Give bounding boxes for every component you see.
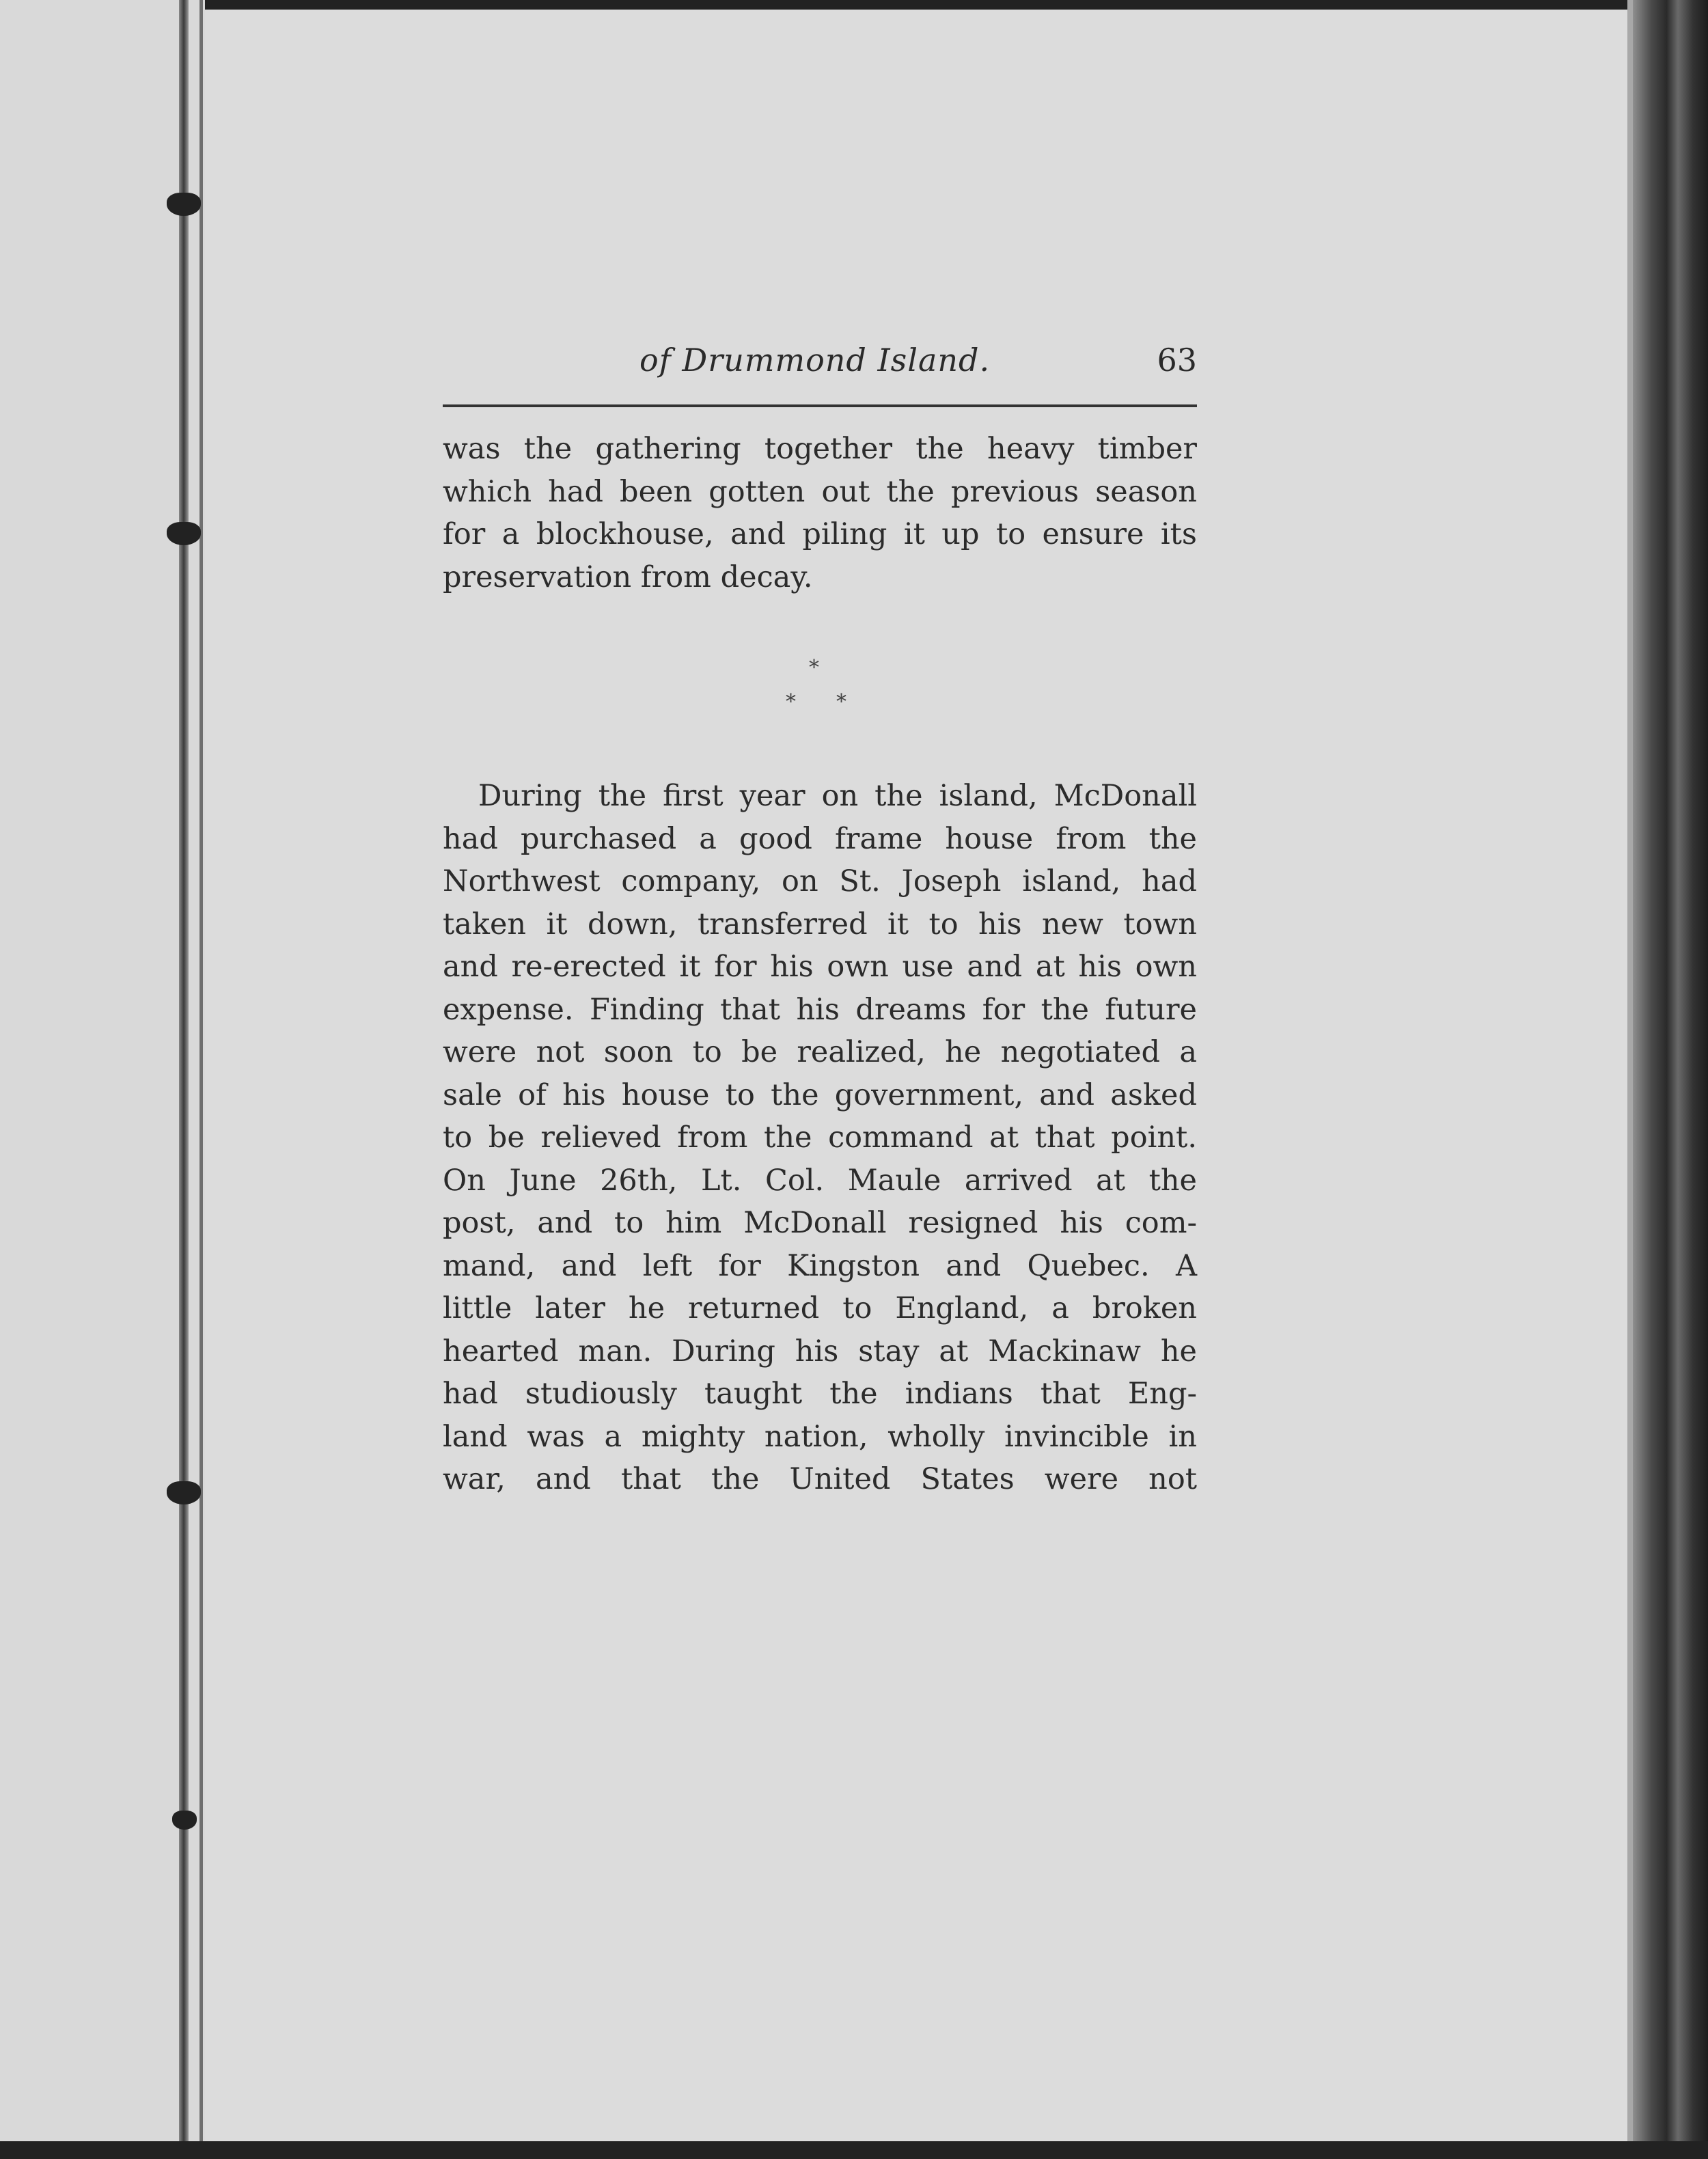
text-line: During the first year on the island, McDonall — [478, 779, 1197, 813]
text-line: hearted man. During his stay at Mackinaw he — [443, 1334, 1197, 1369]
section-separator — [752, 656, 888, 738]
text-line: expense. Finding that his dreams for the future — [443, 992, 1197, 1027]
running-title: of Drummond Island. — [639, 342, 991, 379]
separator-star: * — [809, 656, 819, 680]
text-line: sale of his house to the government, and asked — [443, 1077, 1197, 1112]
header-rule — [443, 404, 1197, 407]
text-line: little later he returned to England, a broken — [443, 1291, 1197, 1325]
binding-stitch — [167, 522, 201, 545]
paragraph-main — [443, 775, 1197, 1501]
text-line: mand, and left for Kingston and Quebec. A — [443, 1248, 1197, 1283]
book-right-edge — [1633, 0, 1708, 2159]
text-line: and re-erected it for his own use and at his own — [443, 950, 1197, 984]
scan-bottom-border — [0, 2141, 1708, 2159]
binding-stitch — [167, 193, 201, 216]
page-edge — [1627, 0, 1633, 2159]
text-line: was the gathering together the heavy timber — [443, 432, 1197, 466]
text-line: preservation from decay. — [443, 560, 813, 594]
page-number: 63 — [1157, 342, 1197, 379]
binding-edge — [199, 0, 203, 2145]
text-line: had studiously taught the indians that Eng- — [443, 1377, 1197, 1411]
text-line: for a blockhouse, and piling it up to ensure its — [443, 517, 1197, 551]
text-line: were not soon to be realized, he negotiated a — [443, 1035, 1197, 1069]
text-line: war, and that the United States were not — [443, 1462, 1197, 1496]
text-line: to be relieved from the command at that point. — [443, 1120, 1197, 1155]
scan-top-border — [0, 0, 1708, 10]
text-line: Northwest company, on St. Joseph island, had — [443, 864, 1197, 898]
separator-star: * — [836, 690, 846, 714]
text-line: had purchased a good frame house from the — [443, 821, 1197, 856]
binding-stitch — [172, 1811, 197, 1830]
binding-stitch — [167, 1481, 201, 1504]
binding-gutter — [0, 0, 205, 2159]
text-line: post, and to him McDonall resigned his com- — [443, 1206, 1197, 1240]
running-header — [443, 342, 1197, 389]
paragraph-continuation — [443, 428, 1197, 599]
text-line: land was a mighty nation, wholly invincible in — [443, 1419, 1197, 1454]
text-line: which had been gotten out the previous season — [443, 474, 1197, 509]
separator-star: * — [786, 690, 796, 714]
text-line: On June 26th, Lt. Col. Maule arrived at the — [443, 1163, 1197, 1198]
text-line: taken it down, transferred it to his new town — [443, 907, 1197, 941]
